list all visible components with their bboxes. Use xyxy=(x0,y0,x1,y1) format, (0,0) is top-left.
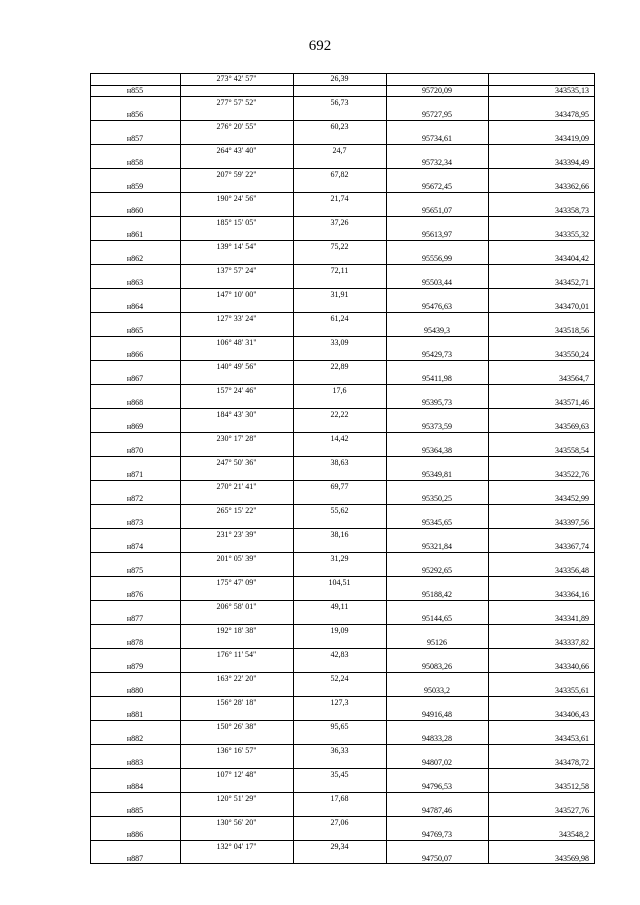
segment-row xyxy=(90,337,595,349)
segment-distance: 35,45 xyxy=(330,770,349,779)
direction-angle: 206° 58' 01" xyxy=(216,602,257,611)
direction-angle: 201° 05' 39" xyxy=(216,554,257,563)
table-row xyxy=(90,781,595,794)
coordinate-x: 95033,2 xyxy=(424,685,450,695)
direction-angle: 231° 23' 39" xyxy=(216,530,257,539)
direction-angle: 247° 50' 36" xyxy=(216,458,257,467)
segment-row xyxy=(90,121,595,133)
segment-row xyxy=(90,697,595,709)
coordinate-x: 95720,09 xyxy=(422,85,452,95)
table-row xyxy=(90,277,595,290)
direction-angle: 184° 43' 30" xyxy=(216,410,257,419)
segment-distance: 26,39 xyxy=(330,74,349,83)
direction-angle: 192° 18' 38" xyxy=(216,626,257,635)
segment-row xyxy=(90,505,595,517)
table-row xyxy=(90,805,595,818)
point-name: н858 xyxy=(126,157,144,167)
point-name: н886 xyxy=(126,829,144,839)
coordinate-y: 343355,32 xyxy=(555,229,589,239)
coordinate-y: 343406,43 xyxy=(555,709,589,719)
segment-row xyxy=(90,721,595,733)
table-row xyxy=(90,133,595,146)
segment-row xyxy=(90,433,595,445)
table-row xyxy=(90,205,595,218)
point-name: н869 xyxy=(126,421,144,431)
point-name: н875 xyxy=(126,565,144,575)
coordinate-x: 95727,95 xyxy=(422,109,452,119)
segment-row xyxy=(90,97,595,109)
coordinate-x: 95651,07 xyxy=(422,205,452,215)
table-row xyxy=(90,349,595,362)
point-name: н861 xyxy=(126,229,144,239)
point-name: н871 xyxy=(126,469,144,479)
segment-distance: 42,83 xyxy=(330,650,349,659)
segment-distance: 14,42 xyxy=(330,434,349,443)
segment-row xyxy=(90,385,595,397)
direction-angle: 163° 22' 20" xyxy=(216,674,257,683)
coordinate-y: 343550,24 xyxy=(555,349,589,359)
coordinate-y: 343569,63 xyxy=(555,421,589,431)
segment-distance: 27,06 xyxy=(330,818,349,827)
segment-row xyxy=(90,289,595,301)
point-name: н868 xyxy=(126,397,144,407)
point-name: н872 xyxy=(126,493,144,503)
coordinate-y: 343452,71 xyxy=(555,277,589,287)
table-row xyxy=(90,541,595,554)
segment-distance: 21,74 xyxy=(330,194,349,203)
table-row xyxy=(90,829,595,842)
coordinate-y: 343397,56 xyxy=(555,517,589,527)
segment-distance: 104,51 xyxy=(328,578,351,587)
direction-angle: 127° 33' 24" xyxy=(216,314,257,323)
coordinate-x: 95083,26 xyxy=(422,661,452,671)
point-name: н874 xyxy=(126,541,144,551)
point-name: н880 xyxy=(126,685,144,695)
direction-angle: 270° 21' 41" xyxy=(216,482,257,491)
coordinate-x: 94787,46 xyxy=(422,805,452,815)
segment-distance: 38,16 xyxy=(330,530,349,539)
coordinate-y: 343527,76 xyxy=(555,805,589,815)
direction-angle: 132° 04' 17" xyxy=(216,842,257,851)
direction-angle: 264° 43' 40" xyxy=(216,146,257,155)
table-row xyxy=(90,181,595,194)
segment-distance: 19,09 xyxy=(330,626,349,635)
coordinate-y: 343564,7 xyxy=(559,373,589,383)
coordinate-x: 95349,81 xyxy=(422,469,452,479)
coordinate-y: 343356,48 xyxy=(555,565,589,575)
direction-angle: 190° 24' 56" xyxy=(216,194,257,203)
point-name: н864 xyxy=(126,301,144,311)
segment-row xyxy=(90,529,595,541)
direction-angle: 136° 16' 57" xyxy=(216,746,257,755)
table-row xyxy=(90,661,595,674)
segment-distance: 38,63 xyxy=(330,458,349,467)
coordinate-x: 95373,59 xyxy=(422,421,452,431)
direction-angle: 230° 17' 28" xyxy=(216,434,257,443)
point-name: н883 xyxy=(126,757,144,767)
point-name: н856 xyxy=(126,109,144,119)
coordinate-y: 343478,95 xyxy=(555,109,589,119)
table-row xyxy=(90,613,595,626)
direction-angle: 157° 24' 46" xyxy=(216,386,257,395)
point-name: н867 xyxy=(126,373,144,383)
direction-angle: 139° 14' 54" xyxy=(216,242,257,251)
coordinate-x: 95126 xyxy=(427,637,447,647)
direction-angle: 156° 28' 18" xyxy=(216,698,257,707)
coordinate-y: 343453,61 xyxy=(555,733,589,743)
point-name: н860 xyxy=(126,205,144,215)
direction-angle: 147° 10' 00" xyxy=(216,290,257,299)
segment-distance: 69,77 xyxy=(330,482,349,491)
coordinate-y: 343362,66 xyxy=(555,181,589,191)
point-name: н859 xyxy=(126,181,144,191)
coordinate-x: 95364,38 xyxy=(422,445,452,455)
segment-distance: 56,73 xyxy=(330,98,349,107)
table-row xyxy=(90,733,595,746)
table-row xyxy=(90,637,595,650)
direction-angle: 207° 59' 22" xyxy=(216,170,257,179)
table-row xyxy=(90,445,595,458)
coordinate-y: 343355,61 xyxy=(555,685,589,695)
table-row xyxy=(90,469,595,482)
segment-row xyxy=(90,817,595,829)
segment-distance: 31,91 xyxy=(330,290,349,299)
coordinate-y: 343404,42 xyxy=(555,253,589,263)
table-row xyxy=(90,757,595,770)
segment-distance: 22,22 xyxy=(330,410,349,419)
coordinate-x: 95345,65 xyxy=(422,517,452,527)
segment-row xyxy=(90,769,595,781)
table-row xyxy=(90,325,595,338)
direction-angle: 277° 57' 52" xyxy=(216,98,257,107)
coordinate-x: 95429,73 xyxy=(422,349,452,359)
coordinate-y: 343571,46 xyxy=(555,397,589,407)
segment-row xyxy=(90,481,595,493)
coordinate-y: 343518,56 xyxy=(555,325,589,335)
segment-distance: 127,3 xyxy=(330,698,349,707)
coordinate-y: 343337,82 xyxy=(555,637,589,647)
segment-row xyxy=(90,193,595,205)
coordinate-x: 95556,99 xyxy=(422,253,452,263)
direction-angle: 276° 20' 55" xyxy=(216,122,257,131)
table-row xyxy=(90,85,595,98)
coordinate-x: 95672,45 xyxy=(422,181,452,191)
point-name: н887 xyxy=(126,853,144,863)
segment-row xyxy=(90,73,595,85)
segment-distance: 31,29 xyxy=(330,554,349,563)
segment-row xyxy=(90,841,595,853)
coordinate-x: 95439,3 xyxy=(424,325,450,335)
table-row xyxy=(90,109,595,122)
table-row xyxy=(90,157,595,170)
coordinate-x: 95503,44 xyxy=(422,277,452,287)
segment-row xyxy=(90,169,595,181)
table-row xyxy=(90,589,595,602)
segment-distance: 55,62 xyxy=(330,506,349,515)
segment-distance: 36,33 xyxy=(330,746,349,755)
coordinate-x: 95613,97 xyxy=(422,229,452,239)
coordinate-x: 94807,02 xyxy=(422,757,452,767)
segment-row xyxy=(90,409,595,421)
segment-row xyxy=(90,265,595,277)
segment-row xyxy=(90,673,595,685)
segment-distance: 22,89 xyxy=(330,362,349,371)
point-name: н870 xyxy=(126,445,144,455)
direction-angle: 175° 47' 09" xyxy=(216,578,257,587)
coordinate-x: 95476,63 xyxy=(422,301,452,311)
coordinate-y: 343341,89 xyxy=(555,613,589,623)
segment-row xyxy=(90,625,595,637)
coordinate-y: 343478,72 xyxy=(555,757,589,767)
coordinate-y: 343419,09 xyxy=(555,133,589,143)
table-row xyxy=(90,397,595,410)
segment-row xyxy=(90,577,595,589)
coordinate-x: 95395,73 xyxy=(422,397,452,407)
coordinate-x: 95321,84 xyxy=(422,541,452,551)
table-row xyxy=(90,709,595,722)
segment-distance: 17,68 xyxy=(330,794,349,803)
segment-distance: 75,22 xyxy=(330,242,349,251)
point-name: н885 xyxy=(126,805,144,815)
direction-angle: 273° 42' 57" xyxy=(216,74,257,83)
coordinate-x: 94769,73 xyxy=(422,829,452,839)
segment-distance: 95,65 xyxy=(330,722,349,731)
coordinate-x: 95144,65 xyxy=(422,613,452,623)
segment-row xyxy=(90,601,595,613)
segment-distance: 37,26 xyxy=(330,218,349,227)
coordinate-y: 343512,58 xyxy=(555,781,589,791)
direction-angle: 150° 26' 38" xyxy=(216,722,257,731)
coordinate-y: 343522,76 xyxy=(555,469,589,479)
coordinate-x: 95188,42 xyxy=(422,589,452,599)
point-name: н882 xyxy=(126,733,144,743)
segment-distance: 29,34 xyxy=(330,842,349,851)
table-row xyxy=(90,853,595,865)
segment-distance: 33,09 xyxy=(330,338,349,347)
table-row xyxy=(90,493,595,506)
coordinate-x: 94750,07 xyxy=(422,853,452,863)
point-name: н878 xyxy=(126,637,144,647)
coordinate-x: 94916,48 xyxy=(422,709,452,719)
table-row xyxy=(90,253,595,266)
segment-row xyxy=(90,217,595,229)
segment-distance: 49,11 xyxy=(330,602,349,611)
segment-distance: 24,7 xyxy=(332,146,347,155)
coordinate-y: 343364,16 xyxy=(555,589,589,599)
segment-distance: 17,6 xyxy=(332,386,347,395)
segment-row xyxy=(90,649,595,661)
segment-distance: 60,23 xyxy=(330,122,349,131)
direction-angle: 140° 49' 56" xyxy=(216,362,257,371)
segment-row xyxy=(90,145,595,157)
segment-row xyxy=(90,241,595,253)
coordinate-y: 343340,66 xyxy=(555,661,589,671)
coordinate-y: 343452,99 xyxy=(555,493,589,503)
point-name: н866 xyxy=(126,349,144,359)
point-name: н881 xyxy=(126,709,144,719)
coordinate-x: 95734,61 xyxy=(422,133,452,143)
segment-distance: 67,82 xyxy=(330,170,349,179)
direction-angle: 176° 11' 54" xyxy=(216,650,257,659)
segment-row xyxy=(90,457,595,469)
point-name: н862 xyxy=(126,253,144,263)
segment-row xyxy=(90,793,595,805)
coordinate-x: 94796,53 xyxy=(422,781,452,791)
segment-row xyxy=(90,745,595,757)
point-name: н855 xyxy=(126,85,144,95)
table-row xyxy=(90,565,595,578)
coordinate-y: 343367,74 xyxy=(555,541,589,551)
point-name: н873 xyxy=(126,517,144,527)
coordinate-y: 343558,54 xyxy=(555,445,589,455)
boundary-coordinates-table xyxy=(90,73,595,864)
table-row xyxy=(90,421,595,434)
coordinate-y: 343569,98 xyxy=(555,853,589,863)
table-row xyxy=(90,301,595,314)
point-name: н865 xyxy=(126,325,144,335)
coordinate-x: 94833,28 xyxy=(422,733,452,743)
coordinate-x: 95292,65 xyxy=(422,565,452,575)
table-row xyxy=(90,373,595,386)
segment-distance: 61,24 xyxy=(330,314,349,323)
point-name: н879 xyxy=(126,661,144,671)
coordinate-x: 95411,98 xyxy=(422,373,452,383)
coordinate-y: 343470,01 xyxy=(555,301,589,311)
direction-angle: 137° 57' 24" xyxy=(216,266,257,275)
point-name: н877 xyxy=(126,613,144,623)
segment-row xyxy=(90,553,595,565)
coordinate-y: 343548,2 xyxy=(559,829,589,839)
segment-row xyxy=(90,361,595,373)
coordinate-x: 95732,34 xyxy=(422,157,452,167)
page-number: 692 xyxy=(308,38,332,54)
table-row xyxy=(90,517,595,530)
point-name: н884 xyxy=(126,781,144,791)
point-name: н863 xyxy=(126,277,144,287)
point-name: н857 xyxy=(126,133,144,143)
segment-distance: 52,24 xyxy=(330,674,349,683)
direction-angle: 120° 51' 29" xyxy=(216,794,257,803)
direction-angle: 185° 15' 05" xyxy=(216,218,257,227)
coordinate-y: 343358,73 xyxy=(555,205,589,215)
coordinate-y: 343394,49 xyxy=(555,157,589,167)
table-row xyxy=(90,685,595,698)
segment-row xyxy=(90,313,595,325)
direction-angle: 106° 48' 31" xyxy=(216,338,257,347)
coordinate-y: 343535,13 xyxy=(555,85,589,95)
segment-distance: 72,11 xyxy=(330,266,349,275)
direction-angle: 107° 12' 48" xyxy=(216,770,257,779)
coordinate-x: 95350,25 xyxy=(422,493,452,503)
direction-angle: 130° 56' 20" xyxy=(216,818,257,827)
direction-angle: 265° 15' 22" xyxy=(216,506,257,515)
table-row xyxy=(90,229,595,242)
point-name: н876 xyxy=(126,589,144,599)
